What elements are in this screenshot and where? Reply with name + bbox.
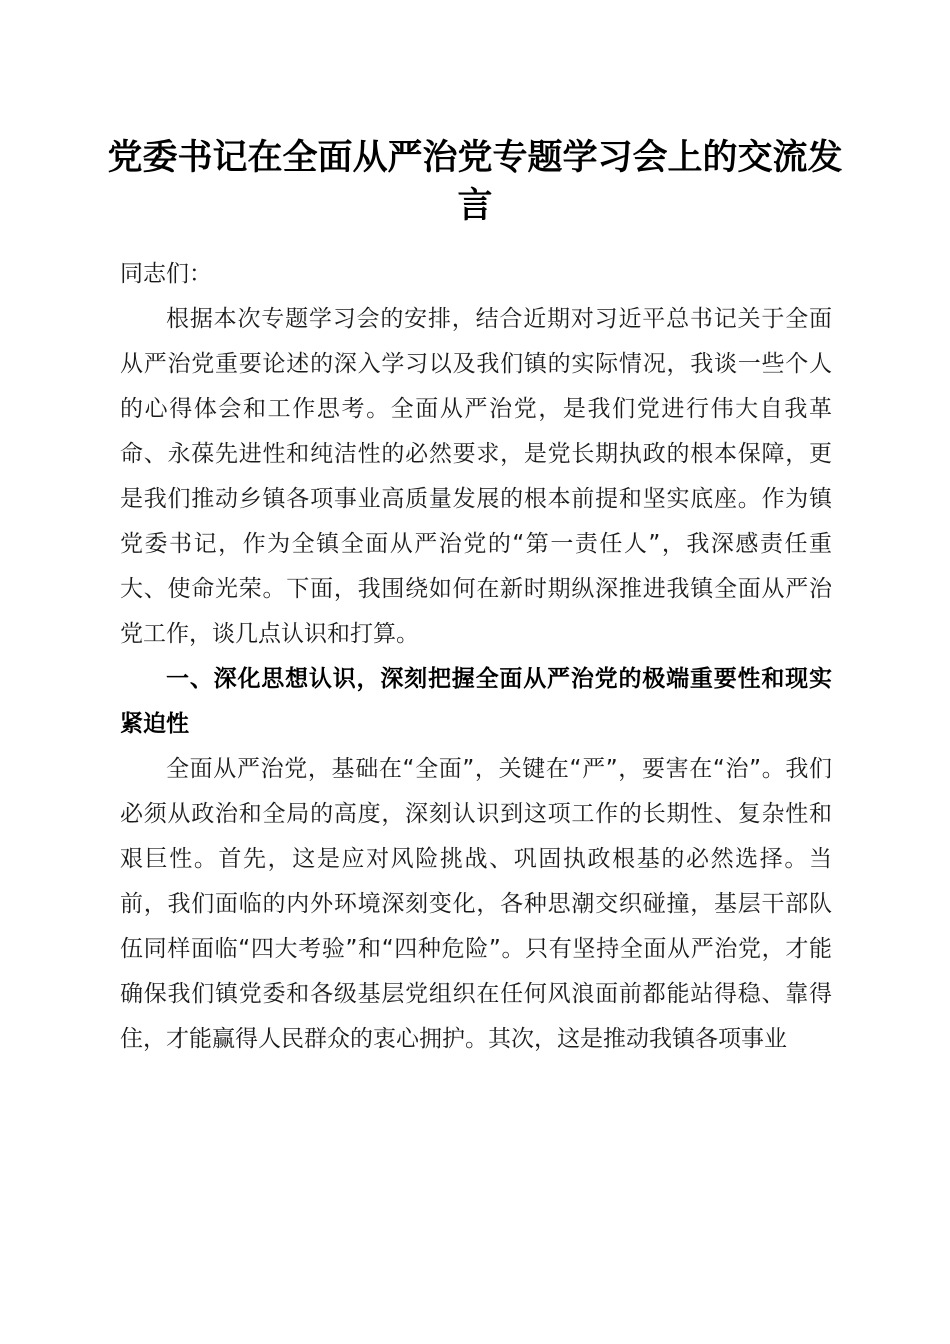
section-heading-1: 一、深化思想认识，深刻把握全面从严治党的极端重要性和现实紧迫性 xyxy=(120,666,832,737)
paragraph-section-1: 全面从严治党，基础在“全面”，关键在“严”，要害在“治”。我们必须从政治和全局的高度，深刻认识到这项工作的长期性、复杂性和艰巨性。首先，这是应对风险挑战、巩固执政根基的必然选择。当前，我们面临的内外环境深刻变化，各种思潮交织碰撞，基层干部队伍同样面临“四大考验”和“四种危险”。只有坚持全面从严治党，才能确保我们镇党委和各级基层党组织在任何风浪面前都能站得稳、靠得住，才能赢得人民群众的衷心拥护。其次，这是推动我镇各项事业 xyxy=(120,756,832,1052)
salutation: 同志们： xyxy=(120,261,212,287)
paragraph-intro: 根据本次专题学习会的安排，结合近期对习近平总书记关于全面从严治党重要论述的深入学习以及我们镇的实际情况，我谈一些个人的心得体会和工作思考。全面从严治党，是我们党进行伟大自我革命、永葆先进性和纯洁性的必然要求，是党长期执政的根本保障，更是我们推动乡镇各项事业高质量发展的根本前提和坚实底座。作为镇党委书记，作为全镇全面从严治党的“第一责任人”，我深感责任重大、使命光荣。下面，我围绕如何在新时期纵深推进我镇全面从严治党工作，谈几点认识和打算。 xyxy=(120,306,832,647)
document-title: 党委书记在全面从严治党专题学习会上的交流发言 xyxy=(107,137,843,226)
document-body xyxy=(120,252,832,1062)
